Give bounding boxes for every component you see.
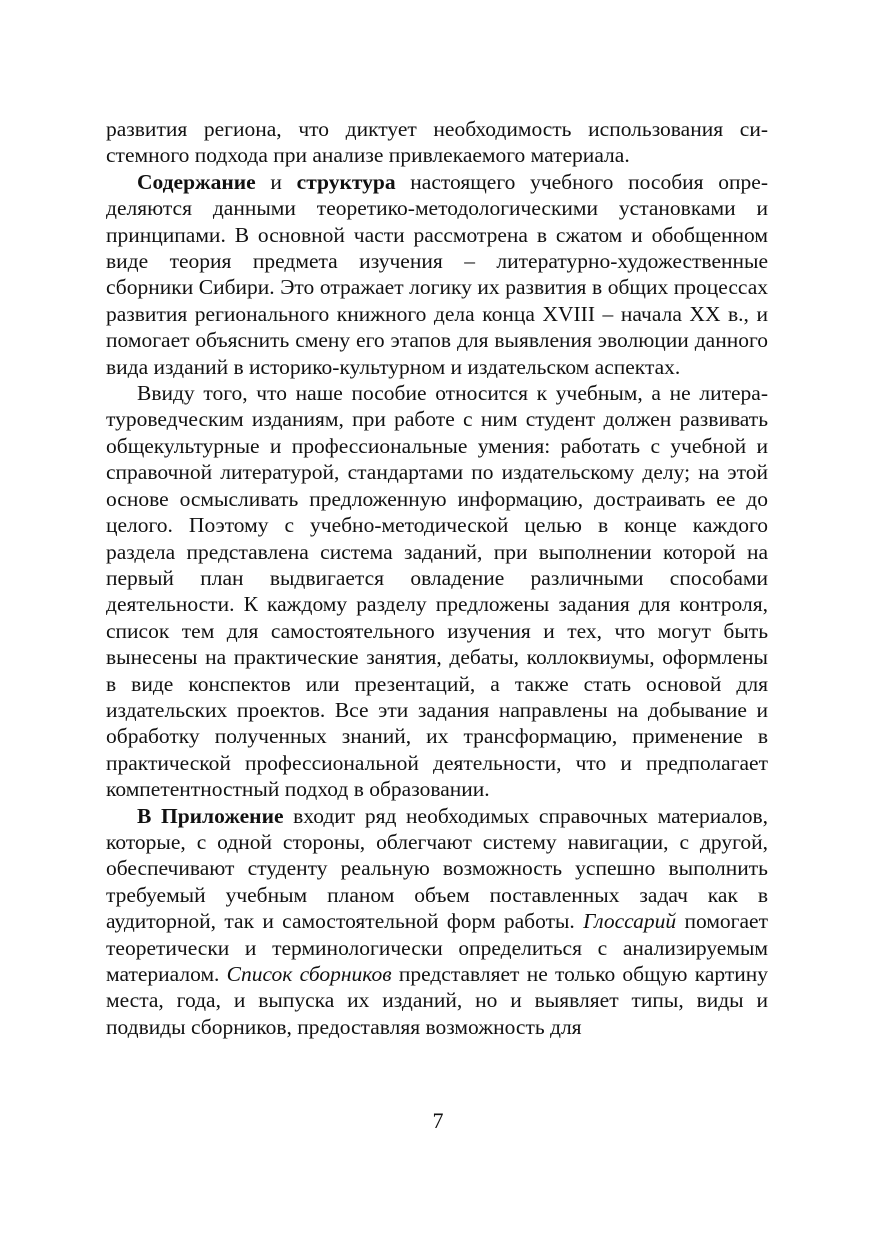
text-run: развития региона, что диктует необходимость использования системного подхода при анализе привлекаемого материала. [106,117,768,168]
paragraph-continuation [106,116,768,169]
text-run: настоящего учебного пособия определяются данными теоретико-методологическими установками и принципами. В основной части рассмотрена в сжатом и обобщенном виде теория предмета изучения – литературно-художественные сборники Сибири. Это отражает логику их развития в общих процессах развития регионального книжного дела конца XVIII – начала XX в., и помогает объяснить смену его этапов для выявления эволюции данного вида изданий в историко-культурном и издательском аспектах. [106,169,768,379]
text-run: Ввиду того, что наше пособие относится к учебным, а не литературоведческим изданиям, при работе с ним студент должен развивать общекультурные и профессиональные умения: работать с учебной и справочной литературой, стандартами по издательскому делу; на этой основе осмысливать предложенную информацию, достраивать ее до целого. Поэтому с учебно-методической целью в конце каждого раздела представлена система заданий, при выполнении которой на первый план выдвигается овладение различными способами деятельности. К каждому разделу предложены задания для контроля, список тем для самостоятельного изучения и тех, что могут быть вынесены на практические занятия, дебаты, коллоквиумы, оформлены в виде конспектов или презентаций, а также стать основой для издательских проектов. Все эти задания направлены на добывание и обработку полученных знаний, их трансформацию, применение в практической профессиональной деятельности, что и предполагает компетентностный подход в образовании. [106,381,768,802]
paragraph-appendix [106,803,768,1041]
text-run: помогает теоретически и терминологически определиться с анализируемым материалом. [106,909,768,986]
page-number: 7 [432,1108,444,1133]
text-run: входит ряд необходимых справочных материалов, которые, с одной стороны, облегчают систему навигации, с другой, обеспечивают студенту реальную возможность успешно выполнить требуемый учебным планом объем поставленных задач как в аудиторной, так и самостоятельной форм работы. [106,803,768,934]
page-body [106,116,768,1040]
paragraph-content-structure [106,169,768,380]
text-run: и [255,169,297,194]
bold-term-content: Содержание [137,169,256,194]
paragraph-educational-purpose [106,380,768,803]
italic-term-glossary: Глоссарий [583,909,677,934]
bold-term-structure: структура [296,169,396,194]
bold-term-appendix: В Приложение [137,803,284,828]
text-run: представляет не только общую картину места, года, и выпуска их изданий, но и выявляет типы, виды и подвиды сборников, предоставляя возможность для [106,962,769,1039]
italic-term-collections-list: Список сборников [226,962,392,986]
